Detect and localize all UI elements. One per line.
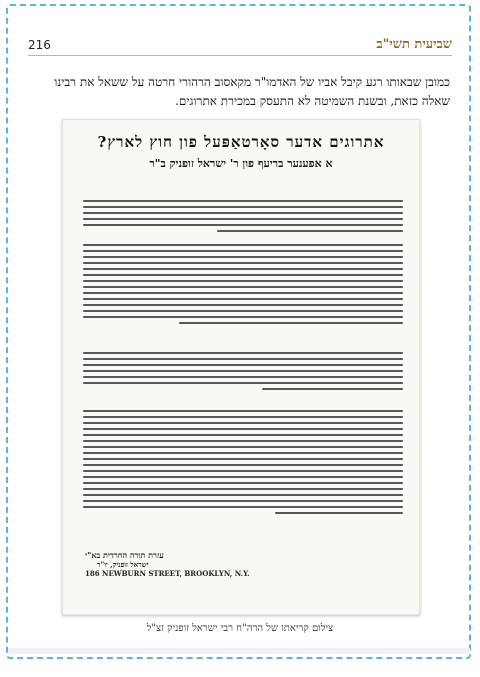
page-number: 216 bbox=[28, 38, 51, 52]
header-divider bbox=[28, 55, 452, 56]
image-caption: צילום קריאתו של הרה"ח רבי ישראל זופניק זצ"ל bbox=[146, 623, 334, 634]
letter-signature bbox=[85, 551, 250, 578]
intro-paragraph: כמובן שבאותו רגע קיבל אביו של האדמו"ר מקאסוב הרהורי חרטה על ששאל את רבינו שאלה כזאת, ובשנת השמיטה לא התעסק במכירת אתרוגים. bbox=[54, 75, 450, 108]
signature-org: עזרת תורה החרדית בא"י bbox=[85, 550, 164, 560]
bottom-bar bbox=[8, 648, 470, 654]
letter-headline: אתרוגים אדער סאָרטאַפּעל פון חוץ לארץ? bbox=[97, 133, 385, 151]
letter-paragraph-2 bbox=[83, 244, 403, 328]
letter-paragraph-3 bbox=[83, 352, 403, 394]
signature-address: 186 NEWBURN STREET, BROOKLYN, N.Y. bbox=[85, 569, 250, 578]
page-header bbox=[28, 34, 452, 52]
signature-name: ישראל זופניק, יו"ר bbox=[97, 560, 149, 569]
letter-paragraph-1 bbox=[83, 200, 403, 236]
section-title: שביעית תשי"ב bbox=[376, 37, 452, 52]
scanned-letter bbox=[62, 119, 420, 615]
letter-paragraph-4 bbox=[83, 410, 403, 518]
letter-subheadline: א אפענער בריעף פון ר' ישראל זופניק ב"ר bbox=[149, 157, 333, 170]
